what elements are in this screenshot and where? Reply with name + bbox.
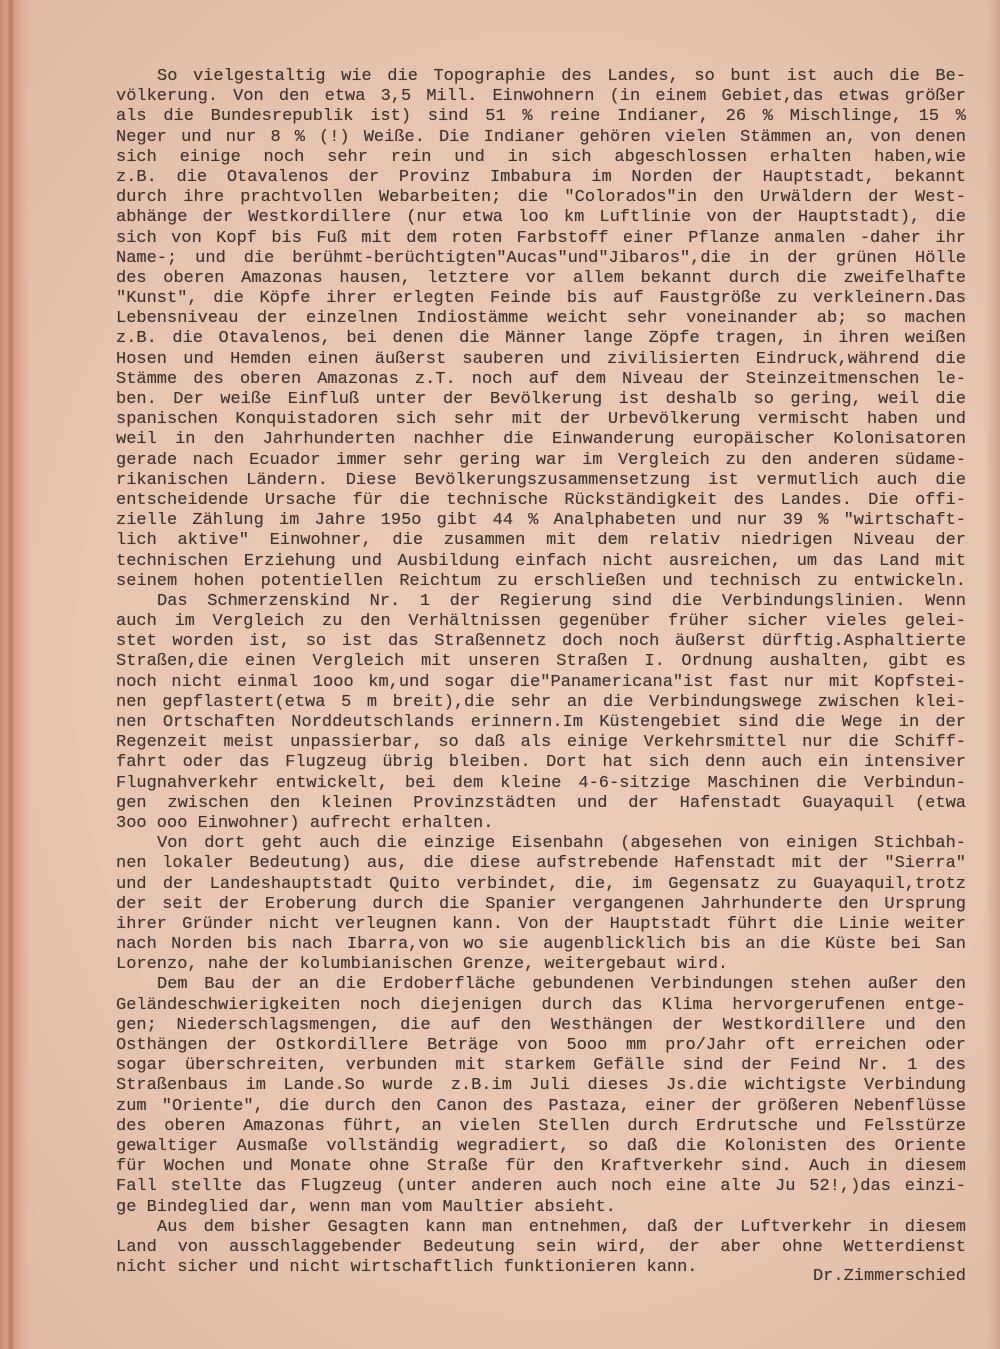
paragraph — [116, 834, 966, 975]
text-line: ge Bindeglied dar, wenn man vom Maultier absieht. — [116, 1197, 616, 1217]
text-line: völkerung. Von den etwa 3,5 Mill. Einwohnern (in einem Gebiet,das etwas größer — [116, 87, 966, 107]
text-line: Name-; und die berühmt-berüchtigten"Aucas"und"Jibaros",die in der grünen Hölle — [116, 248, 966, 268]
text-line: Lorenzo, nahe der kolumbianischen Grenze, weitergebaut wird. — [116, 955, 729, 975]
text-line: fahrt oder das Flugzeug übrig bleiben. Dort hat sich denn auch ein intensiver — [116, 753, 966, 773]
text-line: der seit der Eroberung durch die Spanier vergangenen Jahrhunderte den Ursprung — [116, 894, 966, 914]
text-line: Straßenbaus im Lande.So wurde z.B.im Juli dieses Js.die wichtigste Verbindung — [116, 1076, 966, 1096]
text-line: So vielgestaltig wie die Topographie des Landes, so bunt ist auch die Be- — [157, 67, 966, 86]
text-line: Lebensniveau der einzelnen Indiostämme weicht sehr voneinander ab; so machen — [116, 309, 966, 329]
text-line: Stämme des oberen Amazonas z.T. noch auf dem Niveau der Steinzeitmenschen le- — [116, 369, 966, 389]
text-line: seinem hohen potentiellen Reichtum zu erschließen und technisch zu entwickeln. — [116, 571, 966, 591]
text-line: Regenzeit meist unpassierbar, so daß als einige Verkehrsmittel nur die Schiff- — [116, 733, 966, 753]
page-right-edge — [986, 0, 1000, 1349]
text-line: Neger und nur 8 % (!) Weiße. Die Indianer gehören vielen Stämmen an, von denen — [116, 127, 966, 147]
text-line: Fall stellte das Flugzeug (unter anderen auch noch eine alte Ju 52!,)das einzi- — [116, 1177, 966, 1197]
text-line: nen lokaler Bedeutung) aus, die diese aufstrebende Hafenstadt mit der "Sierra" — [116, 854, 966, 874]
text-line: stet worden ist, so ist das Straßennetz doch noch äußerst dürftig.Asphaltierte — [116, 632, 966, 652]
text-line: Geländeschwierigkeiten noch diejenigen durch das Klima hervorgerufenen entge- — [116, 995, 966, 1015]
text-line: zum "Oriente", die durch den Canon des Pastaza, einer der größeren Nebenflüsse — [116, 1096, 966, 1116]
text-line: gen; Niederschlagsmengen, die auf den Westhängen der Westkordillere und den — [116, 1015, 966, 1035]
text-line: auch im Vergleich zu den Verhältnissen gegenüber früher sicher vieles gelei- — [116, 612, 966, 632]
text-line: nach Norden bis nach Ibarra,von wo sie augenblicklich bis an die Küste bei San — [116, 935, 966, 955]
document-body — [116, 67, 966, 1278]
text-line: Dem Bau der an die Erdoberfläche gebundenen Verbindungen stehen außer den — [157, 975, 966, 995]
text-line: ihrer Gründer nicht verleugnen kann. Von der Hauptstadt führt die Linie weiter — [116, 914, 966, 934]
text-line: Flugnahverkehr entwickelt, bei dem kleine 4-6-sitzige Maschinen die Verbindun- — [116, 773, 966, 793]
text-line: für Wochen und Monate ohne Straße für den Kraftverkehr sind. Auch in diesem — [116, 1157, 966, 1177]
text-line: gen zwischen den kleinen Provinzstädten und der Hafenstadt Guayaquil (etwa — [116, 793, 966, 813]
text-line: und der Landeshauptstadt Quito verbindet, die, im Gegensatz zu Guayaquil,trotz — [116, 874, 966, 894]
text-line: noch nicht einmal 1ooo km,und sogar die"Panamericana"ist fast nur mit Kopfstei- — [116, 672, 966, 692]
text-line: rikanischen Ländern. Diese Bevölkerungszusammensetzung ist vermutlich auch die — [116, 470, 966, 490]
text-line: Von dort geht auch die einzige Eisenbahn (abgesehen von einigen Stichbah- — [157, 834, 966, 854]
text-line: des oberen Amazonas hausen, letztere vor allem bekannt durch die zweifelhafte — [116, 268, 966, 288]
text-line: Hosen und Hemden einen äußerst sauberen und zivilisierten Eindruck,während die — [116, 349, 966, 369]
text-line: Aus dem bisher Gesagten kann man entnehmen, daß der Luftverkehr in diesem — [157, 1217, 966, 1237]
text-line: Land von ausschlaggebender Bedeutung sein wird, der aber ohne Wetterdienst — [116, 1237, 966, 1257]
text-line: sich einige noch sehr rein und in sich abgeschlossen erhalten haben,wie — [116, 147, 966, 167]
text-line: spanischen Konquistadoren sich sehr mit der Urbevölkerung vermischt haben und — [116, 410, 966, 430]
text-line: 3oo ooo Einwohner) aufrecht erhalten. — [116, 813, 494, 833]
paragraph — [116, 592, 966, 834]
text-line: abhänge der Westkordillere (nur etwa loo km Luftlinie von der Hauptstadt), die — [116, 208, 966, 228]
text-line: nen Ortschaften Norddeutschlands erinnern.Im Küstengebiet sind die Wege in der — [116, 713, 966, 732]
text-line: weil in den Jahrhunderten nachher die Einwanderung europäischer Kolonisatoren — [116, 430, 966, 450]
text-line: gewaltiger Ausmaße vollständig wegradiert, so daß die Kolonisten des Oriente — [116, 1136, 966, 1156]
text-line: entscheidende Ursache für die technische Rückständigkeit des Landes. Die offi- — [116, 490, 966, 510]
text-line: z.B. die Otavalenos, bei denen die Männer lange Zöpfe tragen, in ihren weißen — [116, 329, 966, 349]
text-line: durch ihre prachtvollen Webarbeiten; die "Colorados"in den Urwäldern der West- — [116, 188, 966, 208]
paragraph — [116, 67, 966, 592]
text-line: z.B. die Otavalenos der Provinz Imbabura im Norden der Hauptstadt, bekannt — [116, 167, 966, 187]
text-line: zielle Zählung im Jahre 195o gibt 44 % Analphabeten und nur 39 % "wirtschaft- — [116, 511, 966, 531]
text-line: lich aktive" Einwohner, die zusammen mit dem relativ niedrigen Niveau der — [116, 531, 966, 551]
text-line: "Kunst", die Köpfe ihrer erlegten Feinde bis auf Faustgröße zu verkleinern.Das — [116, 289, 966, 309]
text-line: Osthängen der Ostkordillere Beträge von 5ooo mm pro/Jahr oft erreichen oder — [116, 1036, 966, 1055]
text-line: sich von Kopf bis Fuß mit dem roten Farbstoff einer Pflanze anmalen -daher ihr — [116, 228, 966, 248]
text-line: Das Schmerzenskind Nr. 1 der Regierung sind die Verbindungslinien. Wenn — [157, 591, 966, 611]
signature: Dr.Zimmerschied — [812, 1267, 966, 1286]
text-line: nicht sicher und nicht wirtschaftlich funktionieren kann. — [116, 1258, 698, 1278]
text-line: als die Bundesrepublik ist) sind 51 % reine Indianer, 26 % Mischlinge, 15 % — [116, 107, 966, 127]
text-line: ben. Der weiße Einfluß unter der Bevölkerung ist deshalb so gering, weil die — [116, 390, 966, 409]
binding-edge — [0, 0, 30, 1349]
text-line: gerade nach Ecuador immer sehr gering war im Vergleich zu den anderen südame- — [116, 450, 966, 470]
text-line: sogar überschreiten, verbunden mit starkem Gefälle sind der Feind Nr. 1 des — [116, 1056, 966, 1076]
text-line: des oberen Amazonas führt, an vielen Stellen durch Erdrutsche und Felsstürze — [116, 1116, 966, 1136]
paragraph — [116, 975, 966, 1217]
text-line: nen gepflastert(etwa 5 m breit),die sehr an die Verbindungswege zwischen klei- — [116, 692, 966, 712]
text-line: technischen Erziehung und Ausbildung einfach nicht ausreichen, um das Land mit — [116, 551, 966, 571]
text-line: Straßen,die einen Vergleich mit unseren Straßen I. Ordnung aushalten, gibt es — [116, 652, 966, 672]
